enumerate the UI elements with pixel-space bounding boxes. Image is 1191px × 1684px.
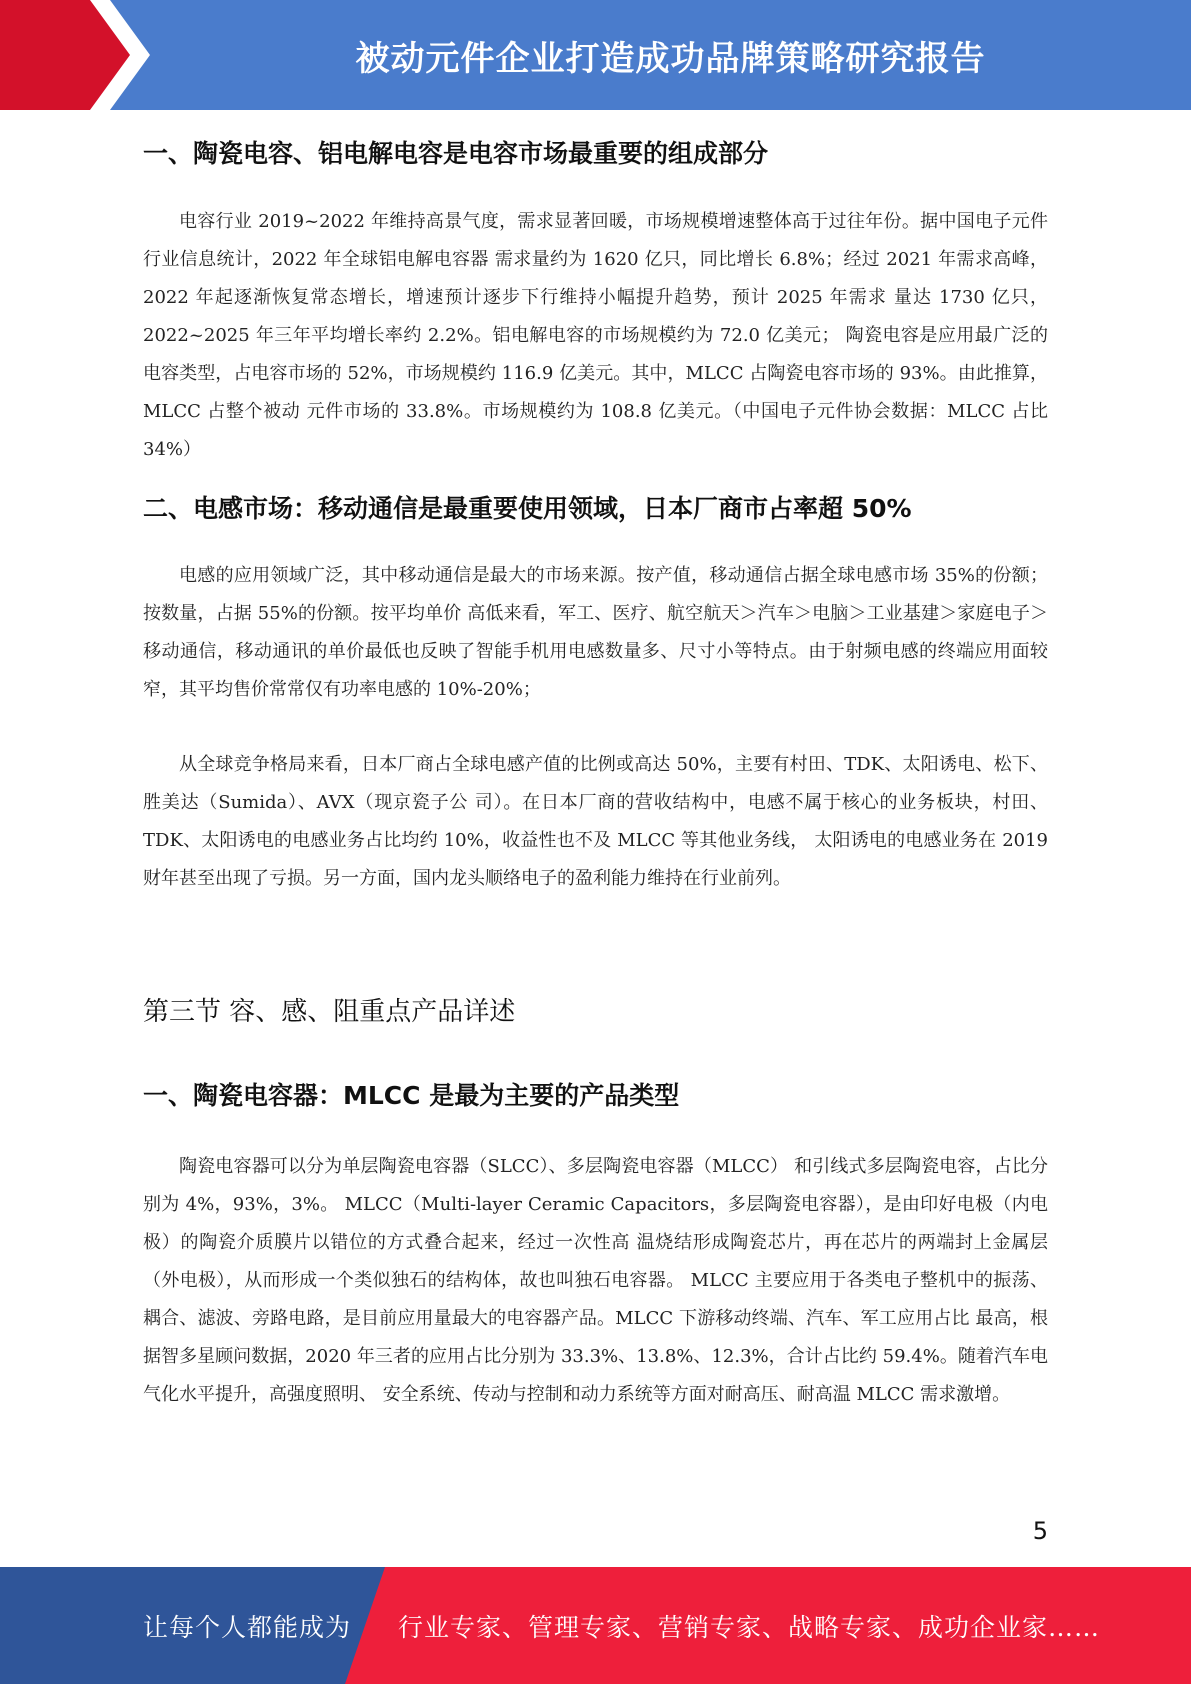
header-bar xyxy=(0,0,1191,110)
paragraph-inductor-competition: 从全球竞争格局来看，日本厂商占全球电感产值的比例或高达 50%，主要有村田、TDK、太阳诱电、松下、胜美达（Sumida）、AVX（现京瓷子公 司）。在日本厂商的营收结构中，电感不属于核心的业务板块，村田、TDK、太阳诱电的电感业务占比均约 10%，收益性也不及 MLCC 等其他业务线， 太阳诱电的电感业务在 2019 财年甚至出现了亏损。另一方面，国内龙头顺络电子的盈利能力维持在行业前列。 xyxy=(143,754,1048,889)
page-number: 5 xyxy=(1032,1517,1048,1545)
footer-slogan-right: 行业专家、管理专家、营销专家、战略专家、成功企业家…… xyxy=(398,1612,1101,1642)
heading-mlcc: 一、陶瓷电容器：MLCC 是最为主要的产品类型 xyxy=(143,1081,680,1110)
report-title: 被动元件企业打造成功品牌策略研究报告 xyxy=(355,38,986,79)
heading-ceramic-aluminum-capacitors: 一、陶瓷电容、铝电解电容是电容市场最重要的组成部分 xyxy=(143,139,769,168)
paragraph-ceramic-capacitors: 陶瓷电容器可以分为单层陶瓷电容器（SLCC）、多层陶瓷电容器（MLCC） 和引线式多层陶瓷电容，占比分别为 4%，93%，3%。 MLCC（Multi-layer Ceramic Capacitors，多层陶瓷电容器），是由印好电极（内电极）的陶瓷介质膜片以错位的方式叠合起来，经过一次性高 温烧结形成陶瓷芯片，再在芯片的两端封上金属层（外电极），从而形成一个类似独石的结构体，故也叫独石电容器。 MLCC 主要应用于各类电子整机中的振荡、耦合、滤波、旁路电路，是目前应用量最大的电容器产品。MLCC 下游移动终端、汽车、军工应用占比 最高，根据智多星顾问数据，2020 年三者的应用占比分别为 33.3%、13.8%、12.3%，合计占比约 59.4%。随着汽车电气化水平提升，高强度照明、 安全系统、传动与控制和动力系统等方面对耐高压、耐高温 MLCC 需求激增。 xyxy=(143,1156,1048,1405)
header-arrow-icon xyxy=(0,0,160,110)
paragraph-capacitor-market: 电容行业 2019~2022 年维持高景气度，需求显著回暖，市场规模增速整体高于过往年份。据中国电子元件行业信息统计，2022 年全球铝电解电容器 需求量约为 1620 亿只，同比增长 6.8%；经过 2021 年需求高峰，2022 年起逐渐恢复常态增长，增速预计逐步下行维持小幅提升趋势，预计 2025 年需求 量达 1730 亿只，2022~2025 年三年平均增长率约 2.2%。铝电解电容的市场规模约为 72.0 亿美元； 陶瓷电容是应用最广泛的电容类型，占电容市场的 52%，市场规模约 116.9 亿美元。其中，MLCC 占陶瓷电容市场的 93%。由此推算，MLCC 占整个被动 元件市场的 33.8%。市场规模约为 108.8 亿美元。（中国电子元件协会数据：MLCC 占比 34%） xyxy=(143,211,1049,460)
page-content xyxy=(143,128,1048,1414)
footer-bar xyxy=(0,1567,1191,1684)
heading-inductor-market: 二、电感市场：移动通信是最重要使用领域，日本厂商市占率超 50% xyxy=(143,494,912,523)
footer-slogan-left: 让每个人都能成为 xyxy=(143,1612,352,1642)
paragraph-inductor-applications: 电感的应用领域广泛，其中移动通信是最大的市场来源。按产值，移动通信占据全球电感市场 35%的份额；按数量，占据 55%的份额。按平均单价 高低来看，军工、医疗、航空航天＞汽车＞电脑＞工业基建＞家庭电子＞移动通信，移动通讯的单价最低也反映了智能手机用电感数量多、尺寸小等特点。由于射频电感的终端应用面较窄，其平均售价常常仅有功率电感的 10%-20%； xyxy=(143,565,1048,700)
section-title-key-products: 第三节 容、感、阻重点产品详述 xyxy=(143,997,516,1027)
